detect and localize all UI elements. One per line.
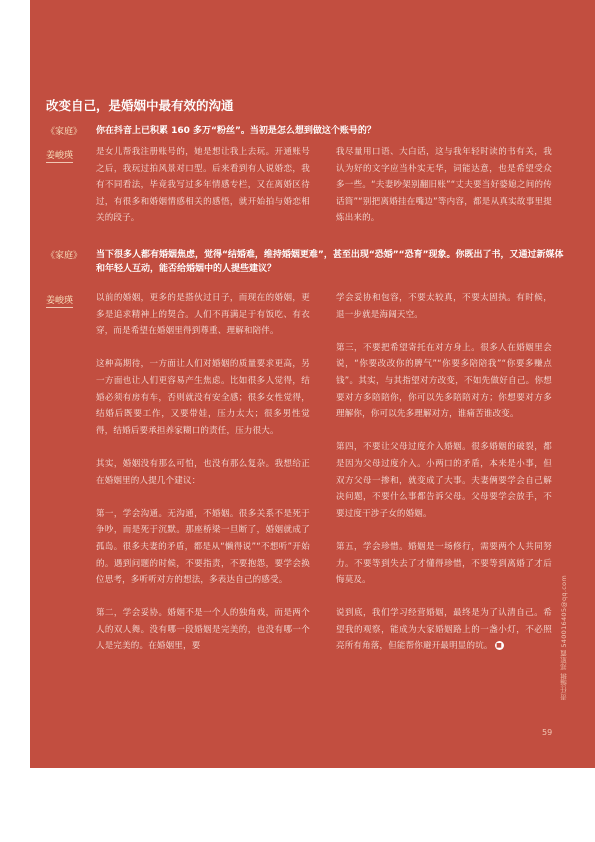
question-2: 当下很多人都有婚姻焦虑，觉得“结婚难，维持婚姻更难”，甚至出现“恐婚”“恐育”现象。你既出了书，又通过新媒体和年轻人互动，能否给婚姻中的人提些建议？ — [96, 250, 564, 274]
paragraph: 其实，婚姻没有那么可怕，也没有那么复杂。我想给正在婚姻里的人提几个建议： — [96, 458, 310, 486]
answer-1-left-column — [96, 144, 310, 227]
question-1: 你在抖音上已积累 160 多万“粉丝”。当初是怎么想到做这个账号的？ — [96, 126, 376, 136]
answer-2-right-column — [336, 290, 552, 655]
paragraph: 学会妥协和包容，不要太较真，不要太固执。有时候，退一步就是海阔天空。 — [336, 293, 552, 320]
page-number: 59 — [542, 728, 553, 737]
end-mark-icon: ■ — [496, 642, 503, 650]
paragraph-text: 说到底，我们学习经营婚姻，最终是为了认清自己。希望我的观察，能成为大家婚姻路上的一盏小灯，不必照亮所有角落，但能帮你避开最明显的坑。 — [336, 608, 552, 652]
interviewee-tag: 姜峻瑛 — [46, 293, 73, 308]
paragraph: 我尽量用口语、大白话，这与我年轻时读的书有关，我认为好的文字应当朴实无华，词能达意，也是希望受众多一些。“夫妻吵架别翻旧账”“丈夫要当好婆媳之间的传话筒”“别把离婚挂在嘴边”等内容，都是从真实故事里提炼出来的。 — [336, 147, 552, 224]
paragraph: 是女儿帮我注册账号的，她是想让我上去玩。开通账号之后，我玩过拍风景对口型。后来看到有人说婚恋，我有不同看法，毕竟我写过多年情感专栏，又在离婚区待过，有很多和婚姻情感相关的感悟，就开始拍与婚恋相关的段子。 — [96, 147, 310, 224]
paragraph: 以前的婚姻，更多的是搭伙过日子，而现在的婚姻，更多是追求精神上的契合。人们不再满足于有饭吃、有衣穿，而是希望在婚姻里得到尊重、理解和陪伴。 — [96, 293, 310, 337]
interviewee-tag: 姜峻瑛 — [46, 148, 73, 163]
magazine-page — [30, 0, 595, 768]
editor-credit: 责任编辑 郑旅霞 54001640​5@qq.com — [560, 574, 568, 700]
answer-1-right-column — [336, 144, 552, 227]
paragraph: 第二，学会妥协。婚姻不是一个人的独角戏，而是两个人的双人舞。没有哪一段婚姻是完美的，也没有哪一个人是完美的。在婚姻里，要 — [96, 608, 310, 652]
article-headline: 改变自己，是婚姻中最有效的沟通 — [46, 98, 234, 113]
magazine-tag: 《家庭》 — [46, 251, 83, 261]
answer-2-left-column — [96, 290, 310, 655]
magazine-tag: 《家庭》 — [46, 127, 83, 137]
paragraph: 第一，学会沟通。无沟通，不婚姻。很多关系不是死于争吵，而是死于沉默。那座桥梁一旦断了，婚姻就成了孤岛。很多夫妻的矛盾，都是从“懒得说”“不想听”开始的。遇到问题的时候，不要指责，不要抱怨，要学会换位思考，多听听对方的想法，多表达自己的感受。 — [96, 508, 310, 586]
paragraph: 第五，学会珍惜。婚姻是一场修行，需要两个人共同努力。不要等到失去了才懂得珍惜，不要等到离婚了才后悔莫及。 — [336, 541, 552, 586]
paragraph: 第四，不要让父母过度介入婚姻。很多婚姻的破裂，都是因为父母过度介入。小两口的矛盾，本来是小事，但双方父母一掺和，就变成了大事。夫妻俩要学会自己解决问题，不要什么事都告诉父母。父母要学会放手，不要过度干涉子女的婚姻。 — [336, 442, 552, 519]
paragraph — [336, 605, 552, 655]
paragraph: 这种高期待，一方面让人们对婚姻的质量要求更高，另一方面也让人们更容易产生焦虑。比如很多人觉得，结婚必须有房有车，否则就没有安全感；很多女性觉得，结婚后既要工作，又要带娃，压力太大；很多男性觉得，结婚后要承担养家糊口的责任，压力很大。 — [96, 359, 310, 436]
paragraph: 第三，不要把希望寄托在对方身上。很多人在婚姻里会说，“你要改改你的脾气”“你要多陪陪我”“你要多赚点钱”。其实，与其指望对方改变，不如先做好自己。你想要对方多陪陪你，你可以先多陪陪对方；你想要对方多理解你，你可以先多理解对方，谁痛苦谁改变。 — [336, 342, 552, 420]
